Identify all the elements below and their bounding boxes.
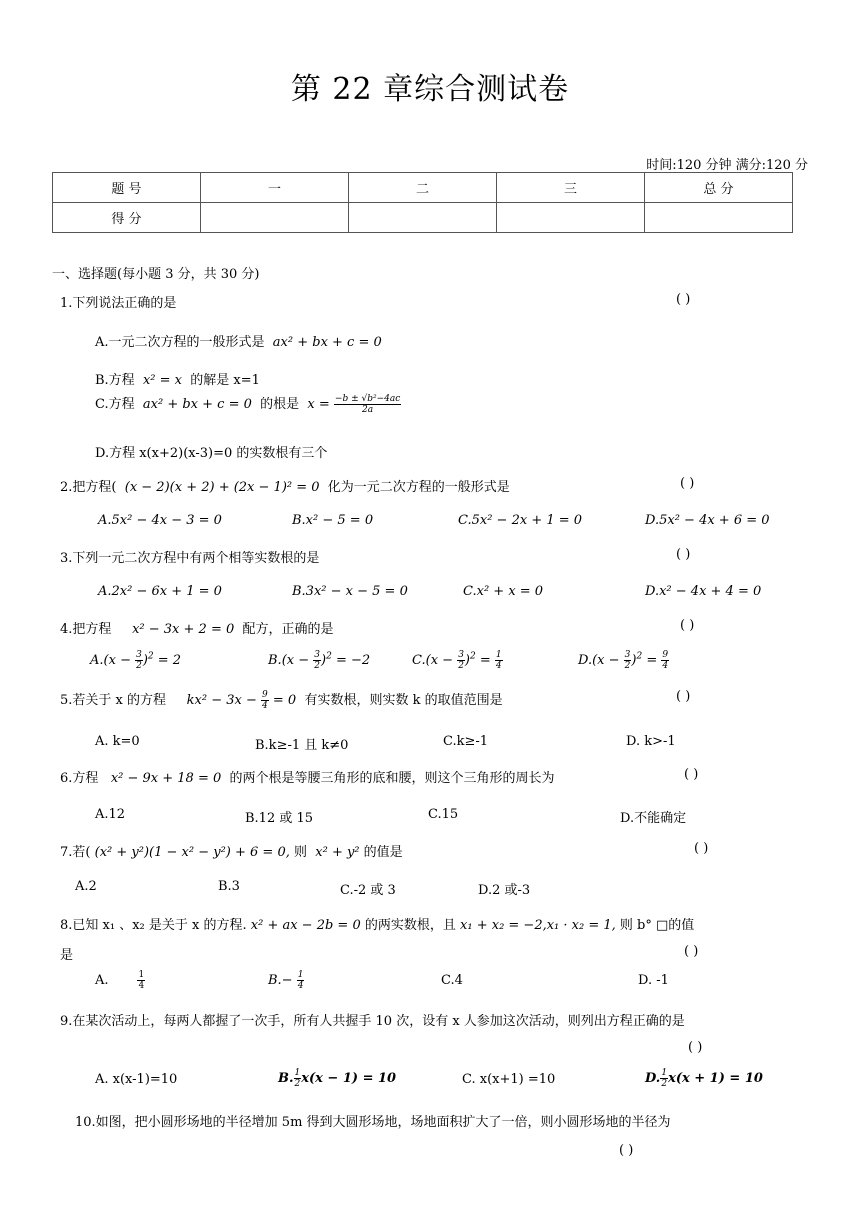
- fraction-numerator: 1: [495, 650, 502, 660]
- score-cell[interactable]: [349, 203, 497, 233]
- score-header-cell: 三: [497, 173, 645, 203]
- q8-stem-post: 则 b° □的值: [619, 918, 695, 933]
- q1-option-b-text: B.方程: [95, 373, 135, 388]
- q2-stem-math: (x − 2)(x + 2) + (2x − 1)² = 0: [124, 480, 320, 495]
- fraction-denominator: 2: [314, 661, 320, 671]
- q8-option-b-label: B.−: [268, 973, 293, 988]
- q9-option-d: [645, 1068, 763, 1089]
- answer-blank-2[interactable]: ( ): [680, 476, 695, 491]
- question-10-stem: 10.如图，把小圆形场地的半径增加 5m 得到大圆形场地，场地面积扩大了一倍，则小圆形场地的半径为: [75, 1115, 671, 1130]
- q9-option-c: C. x(x+1) =10: [462, 1072, 556, 1087]
- q4-option-b-rhs: = −2: [335, 653, 371, 668]
- q2-stem-pre: 2.把方程(: [60, 480, 117, 495]
- q1-option-a-text: A.一元二次方程的一般形式是: [95, 335, 265, 350]
- score-header-cell: 题 号: [53, 173, 201, 203]
- q4-option-d: D.(x − $\frac{3}{2}$ )$^2$ = $\frac{9}{4}$: [578, 650, 669, 671]
- section-heading: 一、选择题(每小题 3 分，共 30 分): [52, 267, 260, 282]
- q4-option-d-label: D.: [578, 653, 593, 668]
- fraction-numerator: 9: [262, 690, 268, 700]
- question-2-stem: [60, 476, 510, 495]
- q1-option-c-mid: 的根是: [260, 397, 300, 412]
- question-1-stem: 1.下列说法正确的是: [60, 296, 177, 311]
- question-8-stem-line2: 是: [60, 948, 74, 963]
- q5-stem-post: 有实数根，则实数 k 的取值范围是: [304, 693, 503, 708]
- fraction-denominator: 4: [138, 981, 145, 991]
- fraction-numerator: 3: [624, 650, 631, 660]
- answer-blank-4[interactable]: ( ): [680, 618, 695, 633]
- q2-stem-post: 化为一元二次方程的一般形式是: [327, 480, 510, 495]
- q4-option-a-label: A.: [90, 653, 104, 668]
- quadratic-formula-denominator: 2a: [362, 405, 374, 415]
- time-info: 时间:120 分钟 满分:120 分: [646, 158, 808, 173]
- q2-option-d: D.5x² − 4x + 6 = 0: [645, 513, 770, 528]
- fraction-numerator: 3: [314, 650, 320, 660]
- question-6-stem: [60, 767, 555, 786]
- q1-option-c: [95, 393, 401, 415]
- q6-option-d: D.不能确定: [620, 811, 687, 826]
- fraction-numerator: 3: [136, 650, 142, 660]
- score-header-cell: 一: [201, 173, 349, 203]
- fraction-denominator: 2: [624, 661, 631, 671]
- q5-option-d: D. k>-1: [626, 734, 676, 749]
- fraction-numerator: 9: [662, 650, 669, 660]
- q8-stem-mid: 的两实数根，且: [364, 918, 456, 933]
- q6-option-c: C.15: [428, 807, 459, 822]
- q8-option-d: D. -1: [638, 973, 669, 988]
- q4-stem-post: 配方，正确的是: [242, 622, 334, 637]
- q7-option-b: B.3: [218, 879, 240, 894]
- fraction-denominator: 2: [294, 1079, 301, 1089]
- question-4-stem: [60, 618, 334, 637]
- q8-option-a: [95, 970, 145, 991]
- score-cell[interactable]: [497, 203, 645, 233]
- question-9-stem: 9.在某次活动上，每两人都握了一次手，所有人共握手 10 次，设有 x 人参加这次活动，则列出方程正确的是: [60, 1014, 685, 1029]
- q6-option-b: B.12 或 15: [245, 811, 314, 826]
- q5-option-a: A. k=0: [95, 734, 140, 749]
- answer-blank-7[interactable]: ( ): [694, 841, 709, 856]
- fraction-numerator: 1: [294, 1068, 301, 1078]
- q9-option-b-label: B.: [278, 1071, 294, 1086]
- q7-option-c: C.-2 或 3: [340, 883, 396, 898]
- answer-blank-9[interactable]: ( ): [688, 1040, 703, 1055]
- q3-option-c: C.x² + x = 0: [463, 584, 544, 599]
- q3-option-a: A.2x² − 6x + 1 = 0: [98, 584, 222, 599]
- answer-blank-3[interactable]: ( ): [676, 547, 691, 562]
- q1-option-a: [95, 331, 382, 350]
- fraction-numerator: 1: [661, 1068, 668, 1078]
- q5-stem-math-tail: = 0: [272, 693, 297, 708]
- q8-option-a-label: A.: [95, 973, 109, 988]
- q9-option-b: [278, 1068, 396, 1089]
- q4-option-d-rhs: =: [646, 653, 662, 668]
- q1-option-c-text: C.方程: [95, 397, 135, 412]
- q1-option-d: D.方程 x(x+2)(x-3)=0 的实数根有三个: [95, 446, 328, 461]
- q1-option-b-math: x² = x: [142, 373, 182, 388]
- q8-stem-math: x² + ax − 2b = 0: [250, 918, 361, 933]
- score-table-score-row: [53, 203, 793, 233]
- q7-stem-math: (x² + y²)(1 − x² − y²) + 6 = 0,: [94, 845, 290, 860]
- answer-blank-1[interactable]: ( ): [676, 292, 691, 307]
- answer-blank-5[interactable]: ( ): [676, 689, 691, 704]
- q5-option-c: C.k≥-1: [443, 734, 489, 749]
- q7-stem-math2: x² + y²: [315, 845, 360, 860]
- q8-stem-pre: 8.已知 x₁ 、x₂ 是关于 x 的方程.: [60, 918, 247, 933]
- question-5-stem: [60, 689, 503, 711]
- q6-option-a: A.12: [95, 807, 126, 822]
- q4-option-a: A.(x − $\frac{3}{2}$ )$^2$ = 2: [90, 650, 182, 671]
- fraction-denominator: 4: [297, 981, 304, 991]
- q3-option-d: D.x² − 4x + 4 = 0: [645, 584, 762, 599]
- fraction-numerator: 1: [297, 970, 304, 980]
- score-header-cell: 总 分: [645, 173, 793, 203]
- q2-option-a: A.5x² − 4x − 3 = 0: [98, 513, 222, 528]
- score-table-header-row: [53, 173, 793, 203]
- q8-option-c: C.4: [441, 973, 463, 988]
- quadratic-formula-fraction: [334, 394, 401, 415]
- answer-blank-6[interactable]: ( ): [684, 767, 699, 782]
- q2-option-b: B.x² − 5 = 0: [292, 513, 374, 528]
- score-table: [52, 172, 793, 233]
- q4-option-a-rhs: = 2: [157, 653, 182, 668]
- quadratic-formula-numerator: −b ± √b²−4ac: [334, 394, 401, 404]
- q7-stem-post: 的值是: [363, 845, 403, 860]
- answer-blank-8[interactable]: ( ): [684, 944, 699, 959]
- q1-option-b: [95, 369, 260, 388]
- score-cell[interactable]: [645, 203, 793, 233]
- q7-option-d: D.2 或-3: [478, 883, 531, 898]
- q1-option-c-root: x =: [307, 397, 330, 412]
- q8-stem-math2: x₁ + x₂ = −2,x₁ · x₂ = 1,: [460, 918, 616, 933]
- q9-option-d-expr: x(x + 1) = 10: [668, 1071, 763, 1086]
- score-row-label: 得 分: [53, 203, 201, 233]
- q6-stem-math: x² − 9x + 18 = 0: [110, 771, 222, 786]
- q4-option-b-label: B.: [268, 653, 282, 668]
- q5-option-b: B.k≥-1 且 k≠0: [255, 738, 349, 753]
- q7-option-a: A.2: [75, 879, 97, 894]
- fraction-denominator: 4: [495, 661, 502, 671]
- q8-option-b: [268, 970, 304, 991]
- q9-option-b-expr: x(x − 1) = 10: [301, 1071, 397, 1086]
- fraction-numerator: 1: [138, 970, 145, 980]
- q4-stem-math: x² − 3x + 2 = 0: [132, 622, 235, 637]
- q1-option-a-math: ax² + bx + c = 0: [272, 335, 382, 350]
- q5-stem-pre: 5.若关于 x 的方程: [60, 693, 166, 708]
- fraction-denominator: 4: [662, 661, 669, 671]
- q2-option-c: C.5x² − 2x + 1 = 0: [458, 513, 583, 528]
- q7-stem-pre: 7.若(: [60, 845, 91, 860]
- fraction-numerator: 3: [458, 650, 464, 660]
- fraction-denominator: 2: [458, 661, 464, 671]
- answer-blank-10[interactable]: ( ): [619, 1143, 634, 1158]
- q5-stem-math: kx² − 3x −: [186, 693, 257, 708]
- score-cell[interactable]: [201, 203, 349, 233]
- q4-option-c: C.(x − $\frac{3}{2}$ )$^2$ = $\frac{1}{4}$: [412, 650, 502, 671]
- q7-stem-mid: 则: [293, 845, 307, 860]
- q4-option-c-rhs: =: [479, 653, 495, 668]
- q4-option-b: B.(x − $\frac{3}{2}$ )$^2$ = −2: [268, 650, 371, 671]
- question-8-stem: [60, 914, 694, 933]
- q6-stem-post: 的两个根是等腰三角形的底和腰，则这个三角形的周长为: [229, 771, 555, 786]
- q1-option-c-math: ax² + bx + c = 0: [142, 397, 252, 412]
- q3-option-b: B.3x² − x − 5 = 0: [292, 584, 408, 599]
- question-3-stem: 3.下列一元二次方程中有两个相等实数根的是: [60, 551, 320, 566]
- fraction-denominator: 2: [136, 661, 142, 671]
- q4-stem-pre: 4.把方程: [60, 622, 112, 637]
- q6-stem-pre: 6.方程: [60, 771, 99, 786]
- question-7-stem: [60, 841, 403, 860]
- q9-option-a: A. x(x-1)=10: [95, 1072, 178, 1087]
- score-header-cell: 二: [349, 173, 497, 203]
- fraction-denominator: 2: [661, 1079, 668, 1089]
- fraction-denominator: 4: [262, 701, 268, 711]
- q1-option-b-tail: 的解是 x=1: [190, 373, 260, 388]
- page-title: 第 22 章综合测试卷: [290, 72, 570, 107]
- q9-option-d-label: D.: [645, 1071, 661, 1086]
- q4-option-c-label: C.: [412, 653, 426, 668]
